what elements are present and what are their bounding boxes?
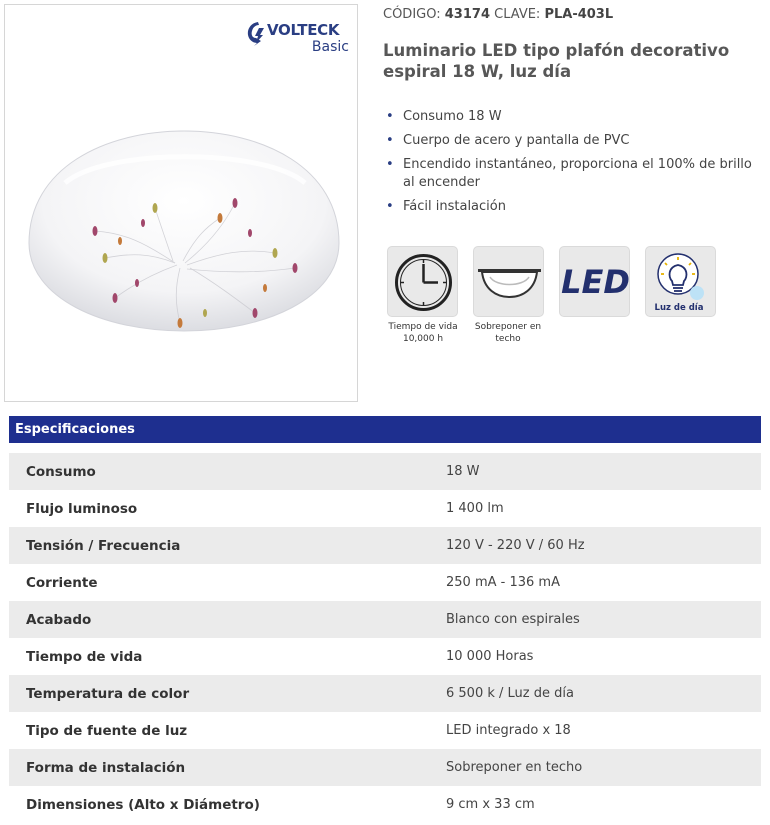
spec-label: Dimensiones (Alto x Diámetro) bbox=[26, 796, 260, 813]
product-key: PLA-403L bbox=[544, 7, 614, 22]
table-row bbox=[9, 749, 761, 786]
led-icon-text: LED bbox=[561, 263, 630, 301]
spec-label: Tiempo de vida bbox=[26, 648, 143, 665]
ceiling-mount-caption-line-2: techo bbox=[495, 334, 521, 344]
ceiling-mount-caption-line-1: Sobreponer en bbox=[474, 322, 542, 332]
table-row bbox=[9, 712, 761, 749]
table-row bbox=[9, 601, 761, 638]
feature-item: • Cuerpo de acero y pantalla de PVC bbox=[386, 132, 764, 150]
spec-value: 10 000 Horas bbox=[446, 649, 534, 664]
spec-label: Flujo luminoso bbox=[26, 500, 138, 517]
table-row bbox=[9, 490, 761, 527]
clock-caption bbox=[378, 321, 468, 345]
table-row bbox=[9, 453, 761, 490]
ceiling-lamp-illustration bbox=[25, 123, 343, 338]
table-row bbox=[9, 564, 761, 601]
table-row bbox=[9, 675, 761, 712]
spec-value: 6 500 k / Luz de día bbox=[446, 686, 574, 701]
code-label: CÓDIGO: bbox=[383, 7, 441, 22]
spec-value: LED integrado x 18 bbox=[446, 723, 571, 738]
volteck-logo-icon bbox=[245, 21, 267, 47]
spec-label: Tipo de fuente de luz bbox=[26, 722, 188, 739]
spec-value: 120 V - 220 V / 60 Hz bbox=[446, 538, 585, 553]
specs-header: Especificaciones bbox=[9, 416, 761, 443]
led-icon bbox=[560, 247, 631, 318]
spec-value: Blanco con espirales bbox=[446, 612, 580, 627]
product-code-line bbox=[383, 7, 613, 22]
ceiling-mount-icon-box bbox=[473, 246, 544, 317]
spec-label: Forma de instalación bbox=[26, 759, 186, 776]
daylight-bulb-icon bbox=[646, 247, 717, 318]
clock-caption-line-2: 10,000 h bbox=[402, 334, 444, 344]
product-code: 43174 bbox=[444, 7, 490, 22]
spec-value: 250 mA - 136 mA bbox=[446, 575, 560, 590]
feature-item: • Consumo 18 W bbox=[386, 108, 764, 126]
spec-value: 1 400 lm bbox=[446, 501, 504, 516]
key-label: CLAVE: bbox=[494, 7, 541, 22]
table-row bbox=[9, 638, 761, 675]
table-row bbox=[9, 786, 761, 823]
product-title: Luminario LED tipo plafón decorativo espiral 18 W, luz día bbox=[383, 41, 730, 81]
spec-label: Consumo bbox=[26, 463, 96, 480]
spec-value: 18 W bbox=[446, 464, 480, 479]
feature-list bbox=[386, 108, 764, 222]
brand-logo bbox=[245, 19, 351, 59]
specs-table bbox=[9, 453, 761, 823]
ceiling-mount-caption bbox=[463, 321, 553, 345]
table-row bbox=[9, 527, 761, 564]
daylight-icon-text: Luz de día bbox=[654, 303, 704, 313]
clock-icon bbox=[388, 247, 459, 318]
spec-label: Temperatura de color bbox=[26, 685, 190, 702]
ceiling-mount-icon bbox=[474, 247, 545, 318]
clock-caption-line-1: Tiempo de vida bbox=[388, 322, 458, 332]
daylight-icon-box bbox=[645, 246, 716, 317]
spec-value: 9 cm x 33 cm bbox=[446, 797, 535, 812]
product-image-panel bbox=[4, 4, 358, 402]
brand-name: VOLTECK bbox=[267, 21, 340, 39]
brand-line: Basic bbox=[311, 39, 349, 55]
spec-label: Corriente bbox=[26, 574, 98, 591]
feature-item: • Encendido instantáneo, proporciona el 100% de brillo al encender bbox=[386, 156, 764, 192]
feature-item: • Fácil instalación bbox=[386, 198, 764, 216]
spec-label: Acabado bbox=[26, 611, 92, 628]
spec-label: Tensión / Frecuencia bbox=[26, 537, 181, 554]
led-icon-box bbox=[559, 246, 630, 317]
spec-value: Sobreponer en techo bbox=[446, 760, 583, 775]
clock-icon-box bbox=[387, 246, 458, 317]
